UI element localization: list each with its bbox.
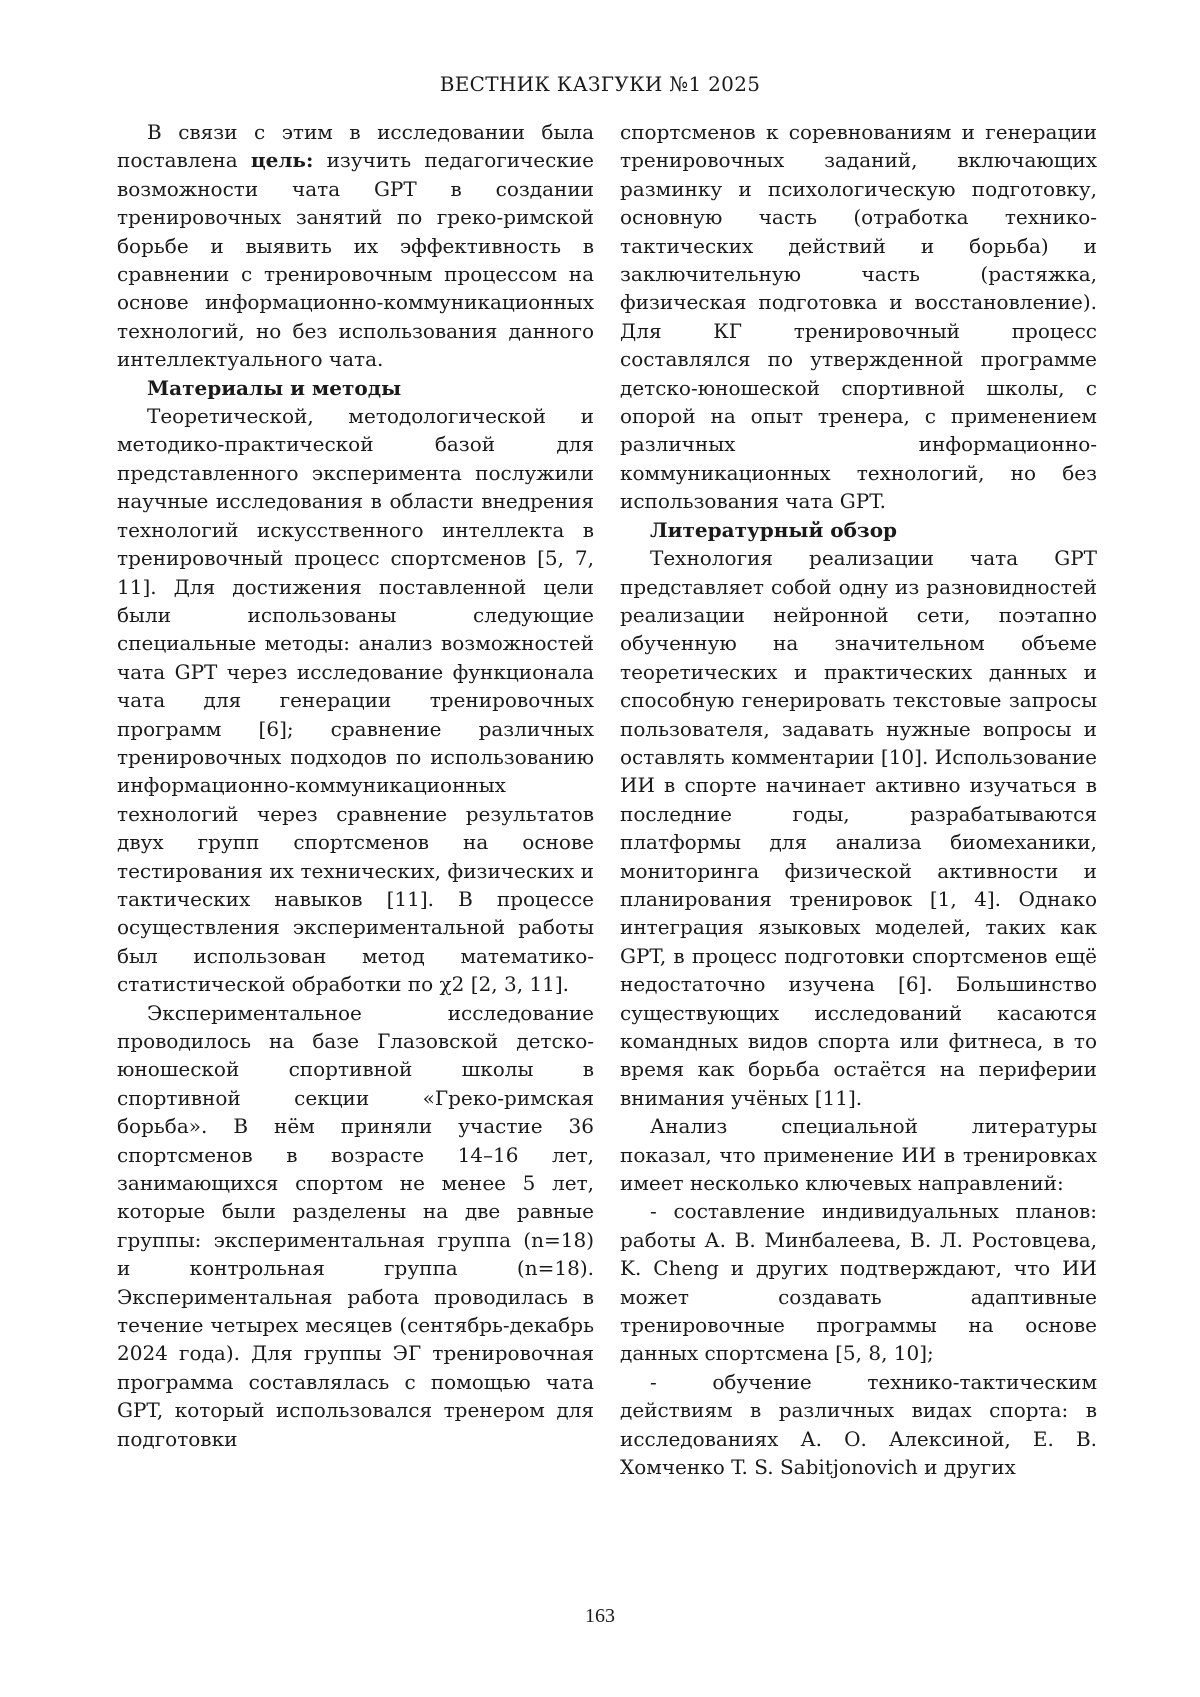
paragraph-goal [117, 118, 594, 374]
goal-keyword: цель: [250, 148, 314, 173]
paragraph-gpt-technology: Технология реализации чата GPT представляет собой одну из разновидностей реализации нейронной сети, поэтапно обученную на значительном объеме теоретических и практических данных и способную генерировать текстовые запросы пользователя, задавать нужные вопросы и оставлять комментарии [10]. Использование ИИ в спорте начинает активно изучаться в последние годы, разрабатываются платформы для анализа биомеханики, мониторинга физической активности и планирования тренировок [1, 4]. Однако интеграция языковых моделей, таких как GPT, в процесс подготовки спортсменов ещё недостаточно изучена [6]. Большинство существующих исследований касаются командных видов спорта или фитнеса, в то время как борьба остаётся на периферии внимания учёных [11]. [620, 546, 1097, 1110]
paragraph-literature-analysis: Анализ специальной литературы показал, что применение ИИ в тренировках имеет несколько ключевых направлений: [620, 1114, 1097, 1196]
paragraph-methods: Теоретической, методологической и методико-практической базой для представленного эксперимента послужили научные исследования в области внедрения технологий искусственного интеллекта в тренировочный процесс спортсменов [5, 7, 11]. Для достижения поставленной цели были использованы следующие специальные методы: анализ возможностей чата GPT через исследование функционала чата для генерации тренировочных программ [6]; сравнение различных тренировочных подходов по использованию информационно-коммуникационных технологий через сравнение результатов двух групп спортсменов на основе тестирования их технических, физических и тактических навыков [11]. В процессе осуществления экспериментальной работы был использован метод математико-статистической обработки по χ2 [2, 3, 11]. [117, 404, 594, 997]
paragraph-experiment: Экспериментальное исследование проводилось на базе Глазовской детско-юношеской спортивной школы в спортивной секции «Греко-римская борьба». В нём приняли участие 36 спортсменов в возрасте 14–16 лет, занимающихся спортом не менее 5 лет, которые были разделены на две равные группы: экспериментальная группа (n=18) и контрольная группа (n=18). Экспериментальная работа проводилась в течение четырех месяцев (сентябрь-декабрь 2024 года). Для группы ЭГ тренировочная программа составлялась с помощью чата GPT, который использовался тренером для подготовки [117, 1000, 594, 1451]
paragraph-continuation: спортсменов к соревнованиям и генерации тренировочных заданий, включающих разминку и психологическую подготовку, основную часть (отработка технико-тактических действий и борьба) и заключительную часть (растяжка, физическая подготовка и восстановление). Для КГ тренировочный процесс составлялся по утвержденной программе детско-юношеской спортивной школы, с опорой на опыт тренера, с применением различных информационно-коммуникационных технологий, но без использования чата GPT. [620, 120, 1097, 514]
heading-materials-methods: Материалы и методы [147, 375, 402, 400]
page-number: 163 [585, 1605, 615, 1627]
journal-header: ВЕСТНИК КАЗГУКИ №1 2025 [439, 72, 761, 96]
heading-literature-review: Литературный обзор [650, 517, 898, 542]
list-item-technical-training: - обучение технико-тактическим действиям в различных видах спорта: в исследованиях А. О. Алексиной, Е. В. Хомченко T. S. Sabitjonovich и других [620, 1369, 1097, 1480]
goal-text-rest: изучить педагогические возможности чата GPT в создании тренировочных занятий по греко-римской борьбе и выявить их эффективность в сравнении с тренировочным процессом на основе информационно-коммуникационных технологий, но без использования данного интеллектуального чата. [117, 148, 594, 372]
goal-text-start: В связи с этим в исследовании была поставлена [117, 120, 594, 173]
left-column [117, 118, 594, 1453]
right-column [620, 118, 1097, 1482]
list-item-individual-plans: - составление индивидуальных планов: работы А. В. Минбалеева, В. Л. Ростовцева, K. Cheng и других подтверждают, что ИИ может создавать адаптивные тренировочные программы на основе данных спортсмена [5, 8, 10]; [620, 1199, 1097, 1366]
